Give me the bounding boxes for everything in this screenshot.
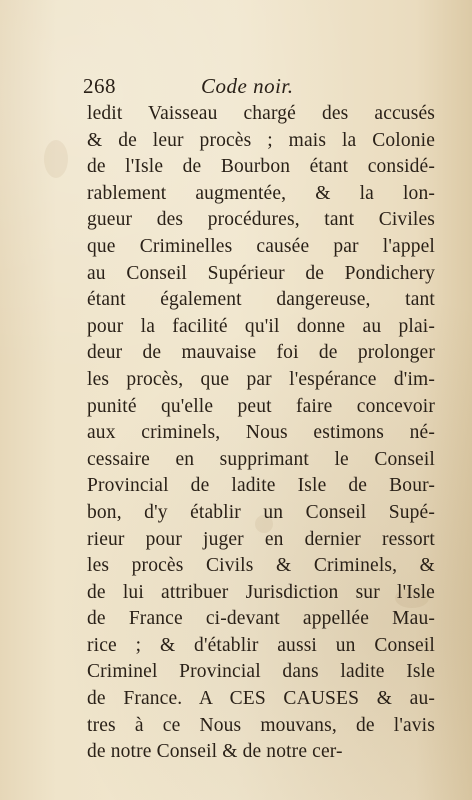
text-line: bon, d'y établir un Conseil Supé- bbox=[87, 501, 435, 523]
text-line: & de leur procès ; mais la Colonie bbox=[87, 129, 435, 151]
text-line: ledit Vaisseau chargé des accusés bbox=[87, 103, 435, 124]
page-header bbox=[83, 72, 427, 100]
text-line: de l'Isle de Bourbon étant considé- bbox=[87, 156, 435, 178]
text-line: Criminel Provincial dans ladite Isle bbox=[87, 661, 435, 683]
text-line: gueur des procédures, tant Civiles bbox=[87, 209, 435, 231]
text-line: punité qu'elle peut faire concevoir bbox=[87, 395, 435, 417]
text-line: Provincial de ladite Isle de Bour- bbox=[87, 475, 435, 497]
text-line: de lui attribuer Jurisdiction sur l'Isle bbox=[87, 581, 435, 603]
text-line: pour la facilité qu'il donne au plai- bbox=[87, 315, 435, 337]
text-line: deur de mauvaise foi de prolonger bbox=[87, 342, 435, 364]
text-line: rieur pour juger en dernier ressort bbox=[87, 528, 435, 550]
text-line: de France. A CES CAUSES & au- bbox=[87, 688, 435, 710]
text-line: les procès, que par l'espérance d'im- bbox=[87, 368, 435, 390]
running-title: Code noir. bbox=[201, 74, 294, 98]
text-line: que Criminelles causée par l'appel bbox=[87, 235, 435, 257]
paper-foxing-spot bbox=[44, 140, 68, 178]
text-line: de France ci-devant appellée Mau- bbox=[87, 608, 435, 630]
text-line: tres à ce Nous mouvans, de l'avis bbox=[87, 714, 435, 736]
text-line: au Conseil Supérieur de Pondichery bbox=[87, 262, 435, 284]
text-line: cessaire en supprimant le Conseil bbox=[87, 448, 435, 470]
body-text bbox=[87, 101, 435, 766]
text-line: étant également dangereuse, tant bbox=[87, 289, 435, 311]
text-line: rice ; & d'établir aussi un Conseil bbox=[87, 634, 435, 656]
text-line: rablement augmentée, & la lon- bbox=[87, 182, 435, 204]
page-number: 268 bbox=[83, 74, 116, 98]
text-line: les procès Civils & Criminels, & bbox=[87, 555, 435, 577]
text-line: de notre Conseil & de notre cer- bbox=[87, 741, 343, 763]
text-line: aux criminels, Nous estimons né- bbox=[87, 422, 435, 444]
